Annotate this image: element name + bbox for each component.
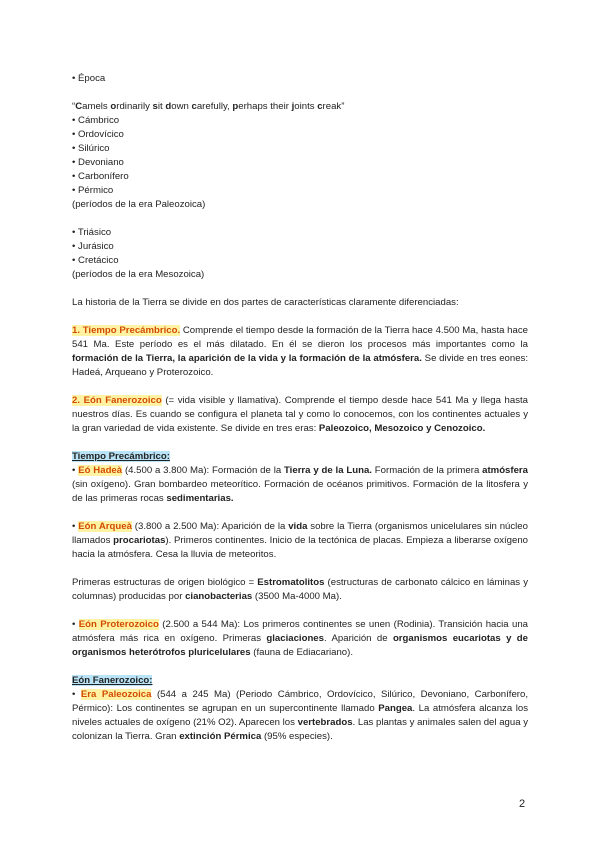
eon-arquea: • Eón Arqueà (3.800 a 2.500 Ma): Aparición de la vida sobre la Tierra (organismos unicelulares sin núcleo llamados procariotas). Primeros continentes. Inicio de la tectónica de placas. Empieza a liberarse oxígeno hacia la atmósfera. Cesa la lluvia de meteoritos. [72, 521, 529, 560]
stromatolites-paragraph: Primeras estructuras de origen biológico = Estromatolitos (estructuras de carbonato cálcico en láminas y columnas) producidas por cianobacterias (3500 Ma-4000 Ma). [72, 577, 528, 602]
section-label: 1. Tiempo Precámbrico. [72, 325, 181, 336]
intro-paragraph: La historia de la Tierra se divide en dos partes de características claramente diferenciadas: [72, 297, 459, 308]
list-item: • Ordovícico [72, 129, 124, 140]
era-paleozoica: • Era Paleozoica (544 a 245 Ma) (Periodo Cámbrico, Ordovícico, Silúrico, Devoniano, Carbonífero, Pérmico): Los continentes se agrupan en un supercontinente llamado Pangea. La atmósfera alcanza los niveles actuales de oxígeno (21% O2). Aparecen los vertebrados. Las plantas y animales salen del agua y colonizan la Tierra. Gran extinción Pérmica (95% especies). [72, 689, 528, 742]
list-item: • Jurásico [72, 241, 114, 252]
list-item: • Triásico [72, 227, 112, 238]
list-item: • Devoniano [72, 157, 124, 168]
section-label: 2. Eón Fanerozoico [72, 395, 162, 406]
list-item: • Cretácico [72, 255, 119, 266]
list-item: • Silúrico [72, 143, 110, 154]
paleozoic-note: (períodos de la era Paleozoica) [72, 199, 206, 210]
section-precambrian-summary: 1. Tiempo Precámbrico. Comprende el tiempo desde la formación de la Tierra hace 4.500 Ma, hasta hace 541 Ma. Este período es el más dilatado. En él se dieron los procesos más importantes como la formación de la Tierra, la aparición de la vida y la formación de la atmósfera. Se divide en tres eones: Hadeá, Arqueano y Proterozoico. [72, 325, 528, 378]
mesozoic-note: (períodos de la era Mesozoica) [72, 269, 205, 280]
eon-proterozoico: • Eón Proterozoico (2.500 a 544 Ma): Los primeros continentes se unen (Rodinia). Transición hacia una atmósfera más rica en oxígeno. Primeras glaciaciones. Aparición de organismos eucariotas y de organismos heterótrofos pluricelulares (fauna de Ediacariano). [72, 619, 529, 658]
phanerozoic-heading: Eón Fanerozoico: [72, 675, 153, 686]
eon-hadea: • Eó Hadeà (4.500 a 3.800 Ma): Formación de la Tierra y de la Luna. Formación de la primera atmósfera (sin oxígeno). Gran bombardeo meteorítico. Formación de océanos primitivos. Formación de la litosfera y de las primeras rocas sedimentarias. [72, 465, 528, 504]
mnemonic-line: “Camels ordinarily sit down carefully, perhaps their joints creak” [72, 101, 345, 112]
list-item: • Carbonífero [72, 171, 129, 182]
list-item: • Cámbrico [72, 115, 120, 126]
precambrian-heading: Tiempo Precámbrico: [72, 451, 170, 462]
epoch-line: • Época [72, 73, 106, 84]
page-content [72, 72, 528, 744]
list-item: • Pérmico [72, 185, 114, 196]
page-number: 2 [519, 798, 526, 810]
section-phanerozoic-summary: 2. Eón Fanerozoico (= vida visible y llamativa). Comprende el tiempo desde hace 541 Ma y llega hasta nuestros días. Es cuando se configura el planeta tal y como lo conocemos, con los continentes actuales y la gran variedad de vida existente. Se divide en tres eras: Paleozoico, Mesozoico y Cenozoico. [72, 395, 528, 434]
